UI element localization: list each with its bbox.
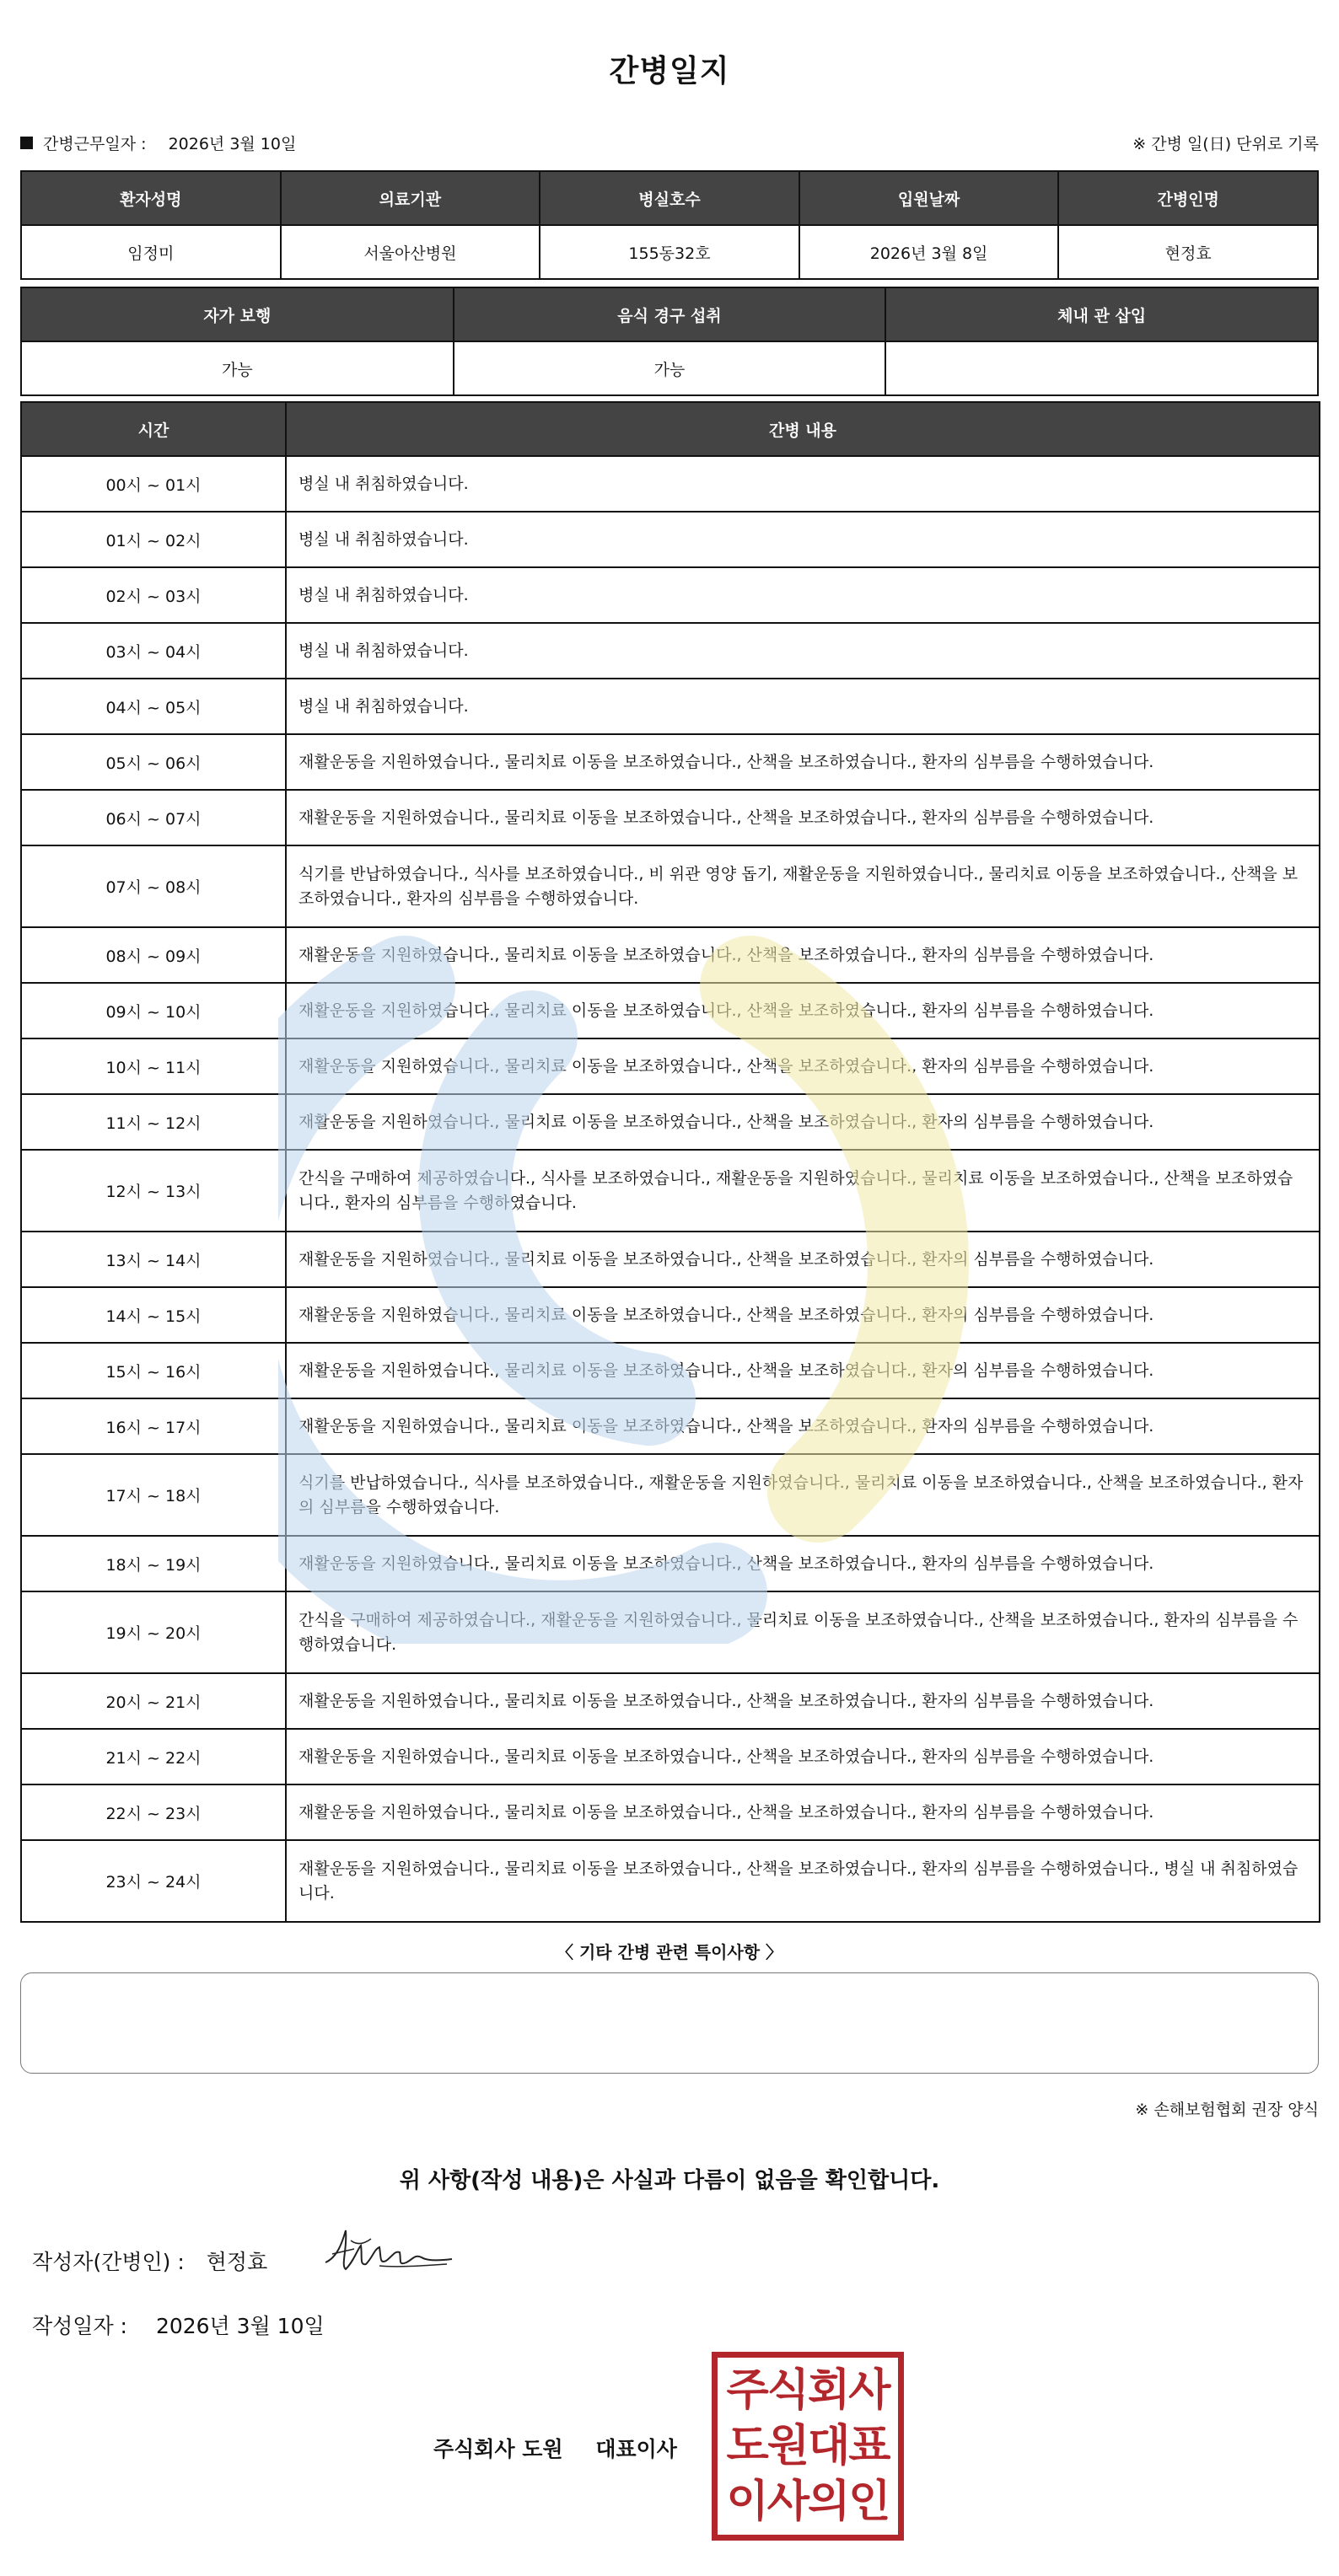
admission-date: 2026년 3월 8일 <box>799 225 1059 279</box>
care-log-time: 15시 ~ 16시 <box>21 1343 286 1398</box>
confirmation-statement: 위 사항(작성 내용)은 사실과 다름이 없음을 확인합니다. <box>399 2168 940 2193</box>
care-log-time: 17시 ~ 18시 <box>21 1454 286 1536</box>
care-log-row <box>21 456 1320 512</box>
form-source-note: ※ 손해보험협회 권장 양식 <box>1135 2101 1319 2119</box>
care-log-time: 12시 ~ 13시 <box>21 1150 286 1232</box>
header-oral-intake: 음식 경구 섭취 <box>454 287 886 341</box>
care-log-time: 23시 ~ 24시 <box>21 1840 286 1922</box>
care-log-body <box>21 456 1320 1922</box>
header-time: 시간 <box>21 402 286 456</box>
care-log-row <box>21 1150 1320 1232</box>
care-log-row <box>21 1038 1320 1094</box>
square-bullet-icon <box>20 137 33 149</box>
signature-icon <box>320 2224 455 2278</box>
care-log-content: 재활운동을 지원하였습니다., 물리치료 이동을 보조하였습니다., 산책을 보조하였습니다., 환자의 심부름을 수행하였습니다. <box>286 983 1320 1038</box>
writer-name: 현정효 <box>206 2250 268 2274</box>
care-log-content: 병실 내 취침하였습니다. <box>286 679 1320 734</box>
patient-info-value-row <box>21 225 1318 279</box>
patient-status-table <box>20 287 1319 396</box>
care-log-time: 00시 ~ 01시 <box>21 456 286 512</box>
care-log-row <box>21 1536 1320 1591</box>
care-log-content: 재활운동을 지원하였습니다., 물리치료 이동을 보조하였습니다., 산책을 보조하였습니다., 환자의 심부름을 수행하였습니다. <box>286 1343 1320 1398</box>
header-admission-date: 입원날짜 <box>799 171 1059 225</box>
oral-intake: 가능 <box>454 341 886 395</box>
care-log-content: 병실 내 취침하였습니다. <box>286 623 1320 679</box>
care-log-time: 01시 ~ 02시 <box>21 512 286 567</box>
seal-line-2: 도원대표 <box>726 2420 890 2471</box>
written-date-value: 2026년 3월 10일 <box>155 2314 325 2338</box>
room-number: 155동32호 <box>540 225 799 279</box>
care-log-row <box>21 790 1320 845</box>
header-tube-insertion: 체내 관 삽입 <box>885 287 1318 341</box>
care-log-time: 18시 ~ 19시 <box>21 1536 286 1591</box>
care-log-content: 재활운동을 지원하였습니다., 물리치료 이동을 보조하였습니다., 산책을 보조하였습니다., 환자의 심부름을 수행하였습니다. <box>286 1038 1320 1094</box>
header-caregiver: 간병인명 <box>1058 171 1318 225</box>
caregiver-name: 현정효 <box>1058 225 1318 279</box>
care-log-row <box>21 1591 1320 1673</box>
company-seal-stamp <box>712 2352 904 2541</box>
care-log-row <box>21 1673 1320 1729</box>
special-notes-title: 〈 기타 간병 관련 특이사항 〉 <box>556 1942 782 1962</box>
care-log-content: 재활운동을 지원하였습니다., 물리치료 이동을 보조하였습니다., 산책을 보조하였습니다., 환자의 심부름을 수행하였습니다. <box>286 734 1320 790</box>
care-log-content: 재활운동을 지원하였습니다., 물리치료 이동을 보조하였습니다., 산책을 보조하였습니다., 환자의 심부름을 수행하였습니다. <box>286 1094 1320 1150</box>
care-log-time: 05시 ~ 06시 <box>21 734 286 790</box>
care-log-row <box>21 1454 1320 1536</box>
care-log-content: 재활운동을 지원하였습니다., 물리치료 이동을 보조하였습니다., 산책을 보조하였습니다., 환자의 심부름을 수행하였습니다. <box>286 1673 1320 1729</box>
header-patient-name: 환자성명 <box>21 171 281 225</box>
meta-row <box>20 131 1319 154</box>
care-log-content: 간식을 구매하여 제공하였습니다., 식사를 보조하였습니다., 재활운동을 지원하였습니다., 물리치료 이동을 보조하였습니다., 산책을 보조하였습니다., 환자의 심부름을 수행하였습니다. <box>286 1150 1320 1232</box>
care-log-time: 19시 ~ 20시 <box>21 1591 286 1673</box>
care-log-time: 07시 ~ 08시 <box>21 845 286 927</box>
care-log-time: 16시 ~ 17시 <box>21 1398 286 1454</box>
care-log-row <box>21 734 1320 790</box>
care-log-content: 식기를 반납하였습니다., 식사를 보조하였습니다., 재활운동을 지원하였습니다., 물리치료 이동을 보조하였습니다., 산책을 보조하였습니다., 환자의 심부름을 수행하였습니다. <box>286 1454 1320 1536</box>
care-log-content: 병실 내 취침하였습니다. <box>286 512 1320 567</box>
care-log-content: 식기를 반납하였습니다., 식사를 보조하였습니다., 비 위관 영양 돕기, 재활운동을 지원하였습니다., 물리치료 이동을 보조하였습니다., 산책을 보조하였습니다., 환자의 심부름을 수행하였습니다. <box>286 845 1320 927</box>
care-log-row <box>21 845 1320 927</box>
care-log-row <box>21 1729 1320 1784</box>
care-log-content: 병실 내 취침하였습니다. <box>286 456 1320 512</box>
work-date-label: 간병근무일자 : <box>43 135 147 153</box>
care-log-content: 재활운동을 지원하였습니다., 물리치료 이동을 보조하였습니다., 산책을 보조하였습니다., 환자의 심부름을 수행하였습니다. <box>286 790 1320 845</box>
care-log-time: 08시 ~ 09시 <box>21 927 286 983</box>
care-log-time: 22시 ~ 23시 <box>21 1784 286 1840</box>
care-log-time: 11시 ~ 12시 <box>21 1094 286 1150</box>
care-log-content: 재활운동을 지원하였습니다., 물리치료 이동을 보조하였습니다., 산책을 보조하였습니다., 환자의 심부름을 수행하였습니다. <box>286 927 1320 983</box>
written-date-line <box>32 2310 325 2340</box>
self-walking: 가능 <box>21 341 454 395</box>
company-name: 주식회사 도원 <box>433 2437 563 2461</box>
care-log-time: 09시 ~ 10시 <box>21 983 286 1038</box>
care-log-row <box>21 1343 1320 1398</box>
care-log-header-row <box>21 402 1320 456</box>
care-log-time: 03시 ~ 04시 <box>21 623 286 679</box>
care-log-content: 병실 내 취침하였습니다. <box>286 567 1320 623</box>
hospital: 서울아산병원 <box>281 225 540 279</box>
patient-status-value-row <box>21 341 1318 395</box>
seal-line-3: 이사의인 <box>726 2476 890 2527</box>
care-log-row <box>21 623 1320 679</box>
care-log-content: 재활운동을 지원하였습니다., 물리치료 이동을 보조하였습니다., 산책을 보조하였습니다., 환자의 심부름을 수행하였습니다., 병실 내 취침하였습니다. <box>286 1840 1320 1922</box>
written-date-label: 작성일자 : <box>32 2314 127 2338</box>
care-log-content: 간식을 구매하여 제공하였습니다., 재활운동을 지원하였습니다., 물리치료 이동을 보조하였습니다., 산책을 보조하였습니다., 환자의 심부름을 수행하였습니다. <box>286 1591 1320 1673</box>
care-log-row <box>21 1287 1320 1343</box>
care-log-time: 13시 ~ 14시 <box>21 1232 286 1287</box>
care-log-time: 06시 ~ 07시 <box>21 790 286 845</box>
care-log-time: 10시 ~ 11시 <box>21 1038 286 1094</box>
page-title: 간병일지 <box>609 54 730 89</box>
care-log-row <box>21 1840 1320 1922</box>
care-log-content: 재활운동을 지원하였습니다., 물리치료 이동을 보조하였습니다., 산책을 보조하였습니다., 환자의 심부름을 수행하였습니다. <box>286 1729 1320 1784</box>
care-log-row <box>21 1784 1320 1840</box>
patient-name: 임정미 <box>21 225 281 279</box>
patient-status-header-row <box>21 287 1318 341</box>
care-log-row <box>21 1232 1320 1287</box>
patient-info-header-row <box>21 171 1318 225</box>
care-log-content: 재활운동을 지원하였습니다., 물리치료 이동을 보조하였습니다., 산책을 보조하였습니다., 환자의 심부름을 수행하였습니다. <box>286 1784 1320 1840</box>
record-unit-note: ※ 간병 일(日) 단위로 기록 <box>1132 135 1319 153</box>
header-self-walking: 자가 보행 <box>21 287 454 341</box>
writer-line <box>32 2246 267 2276</box>
header-room: 병실호수 <box>540 171 799 225</box>
header-hospital: 의료기관 <box>281 171 540 225</box>
care-log-time: 14시 ~ 15시 <box>21 1287 286 1343</box>
company-line <box>433 2433 677 2463</box>
writer-label: 작성자(간병인) : <box>32 2250 185 2274</box>
care-log-row <box>21 512 1320 567</box>
care-log-row <box>21 679 1320 734</box>
care-log-time: 21시 ~ 22시 <box>21 1729 286 1784</box>
care-log-row <box>21 983 1320 1038</box>
care-log-row <box>21 567 1320 623</box>
care-log-time: 20시 ~ 21시 <box>21 1673 286 1729</box>
care-log-content: 재활운동을 지원하였습니다., 물리치료 이동을 보조하였습니다., 산책을 보조하였습니다., 환자의 심부름을 수행하였습니다. <box>286 1232 1320 1287</box>
work-date-value: 2026년 3월 10일 <box>168 135 297 153</box>
care-log-content: 재활운동을 지원하였습니다., 물리치료 이동을 보조하였습니다., 산책을 보조하였습니다., 환자의 심부름을 수행하였습니다. <box>286 1398 1320 1454</box>
care-log-time: 02시 ~ 03시 <box>21 567 286 623</box>
care-log-table <box>20 401 1320 1923</box>
care-log-row <box>21 1398 1320 1454</box>
care-log-row <box>21 1094 1320 1150</box>
care-log-row <box>21 927 1320 983</box>
seal-line-1: 주식회사 <box>726 2364 890 2416</box>
header-care-content: 간병 내용 <box>286 402 1320 456</box>
care-log-content: 재활운동을 지원하였습니다., 물리치료 이동을 보조하였습니다., 산책을 보조하였습니다., 환자의 심부름을 수행하였습니다. <box>286 1287 1320 1343</box>
special-notes-box <box>20 1972 1319 2074</box>
patient-info-table <box>20 170 1319 280</box>
company-title: 대표이사 <box>595 2437 677 2461</box>
care-log-content: 재활운동을 지원하였습니다., 물리치료 이동을 보조하였습니다., 산책을 보조하였습니다., 환자의 심부름을 수행하였습니다. <box>286 1536 1320 1591</box>
tube-insertion <box>885 341 1318 395</box>
work-date <box>20 131 296 154</box>
care-log-time: 04시 ~ 05시 <box>21 679 286 734</box>
